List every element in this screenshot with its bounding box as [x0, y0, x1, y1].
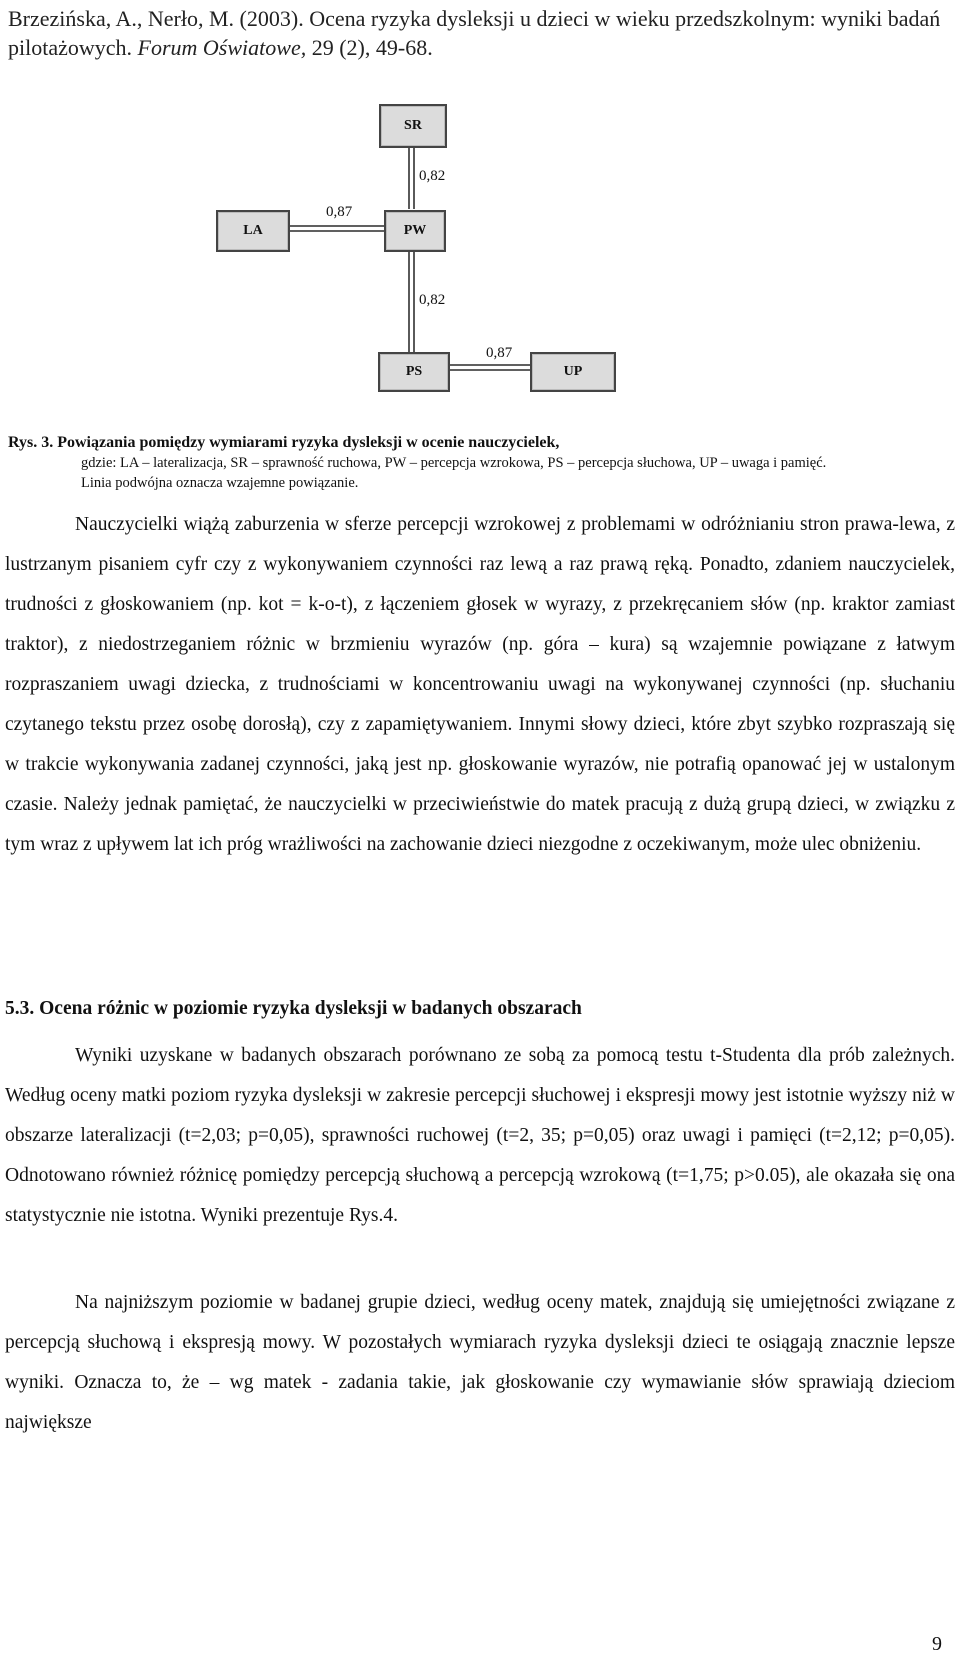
coef-ps-up: 0,87: [486, 345, 513, 361]
figure-caption-legend: gdzie: LA – lateralizacja, SR – sprawność ruchowa, PW – percepcja wzrokowa, PS – percepcja słuchowa, UP – uwaga i pamięć.: [81, 455, 827, 471]
page-number: 9: [932, 1633, 942, 1655]
section-heading: 5.3. Ocena różnic w poziomie ryzyka dysleksji w badanych obszarach: [5, 998, 582, 1019]
citation-journal: Forum Oświatowe,: [137, 35, 307, 60]
body-paragraph-3: Na najniższym poziomie w badanej grupie dzieci, według oceny matek, znajdują się umiejętności związane z percepcją słuchową i ekspresją mowy. W pozostałych wymiarach ryzyka dysleksji dzieci te osiągają znacznie lepsze wyniki. Oznacza to, że – wg matek - zadania takie, jak głoskowanie czy wymawianie słów sprawiają dzieciom największe: [5, 1292, 955, 1433]
node-la: LA: [216, 210, 290, 252]
body-paragraph-1: Nauczycielki wiążą zaburzenia w sferze percepcji wzrokowej z problemami w odróżnianiu stron prawa-lewa, z lustrzanym pisaniem cyfr czy z wykonywaniem czynności raz lewą a raz prawą ręką. Ponadto, zdaniem nauczycielek, trudności z głoskowaniem (np. kot = k-o-t), z łączeniem głosek w wyrazy, z przekręcaniem słów (np. kraktor zamiast traktor), z niedostrzeganiem różnic w brzmieniu wyrazów (np. góra – kura) są wzajemnie powiązane z łatwym rozpraszaniem uwagi dziecka, z trudnościami w koncentrowaniu uwagi na wykonywanej czynności (np. słuchaniu czytanego tekstu przez osobę dorosłą), czy z zapamiętywaniem. Innymi słowy dzieci, które zbyt szybko rozpraszają się w trakcie wykonywania zadanej czynności, jaką jest np. głoskowanie wyrazów, nie potrafią opanować jej w ustalonym czasie. Należy jednak pamiętać, że nauczycielki w przeciwieństwie do matek pracują z dużą grupą dzieci, w związku z tym wraz z upływem lat ich próg wrażliwości na zachowanie dzieci niezgodne z oczekiwanym, może ulec obniżeniu.: [5, 514, 955, 855]
node-ps: PS: [378, 352, 450, 392]
citation-volume-pages: 29 (2), 49-68.: [306, 35, 433, 60]
dimension-diagram: [0, 0, 960, 420]
coef-pw-ps: 0,82: [419, 292, 446, 308]
node-up: UP: [530, 352, 616, 392]
coef-sr-pw: 0,82: [419, 168, 446, 184]
citation-authors-title: Brzezińska, A., Nerło, M. (2003). Ocena ryzyka dysleksji u dzieci w wieku przedszkolnym: wyniki badań pilotażowych.: [8, 6, 941, 60]
figure-caption: [8, 433, 953, 493]
node-sr: SR: [379, 104, 447, 148]
node-pw: PW: [384, 210, 446, 252]
figure-caption-note: Linia podwójna oznacza wzajemne powiązanie.: [81, 475, 359, 491]
figure-caption-title: Rys. 3. Powiązania pomiędzy wymiarami ryzyka dysleksji w ocenie nauczycielek,: [8, 434, 560, 451]
body-paragraph-2: Wyniki uzyskane w badanych obszarach porównano ze sobą za pomocą testu t-Studenta dla prób zależnych. Według oceny matki poziom ryzyka dysleksji w zakresie percepcji słuchowej i ekspresji mowy jest istotnie wyższy niż w obszarze lateralizacji (t=2,03; p=0,05), sprawności ruchowej (t=2, 35; p=0,05) oraz uwagi i pamięci (t=2,12; p=0,05). Odnotowano również różnicę pomiędzy percepcją słuchową a percepcją wzrokową (t=1,75; p>0.05), ale okazała się ona statystycznie nie istotna. Wyniki prezentuje Rys.4.: [5, 1045, 955, 1226]
coef-la-pw: 0,87: [326, 204, 353, 220]
